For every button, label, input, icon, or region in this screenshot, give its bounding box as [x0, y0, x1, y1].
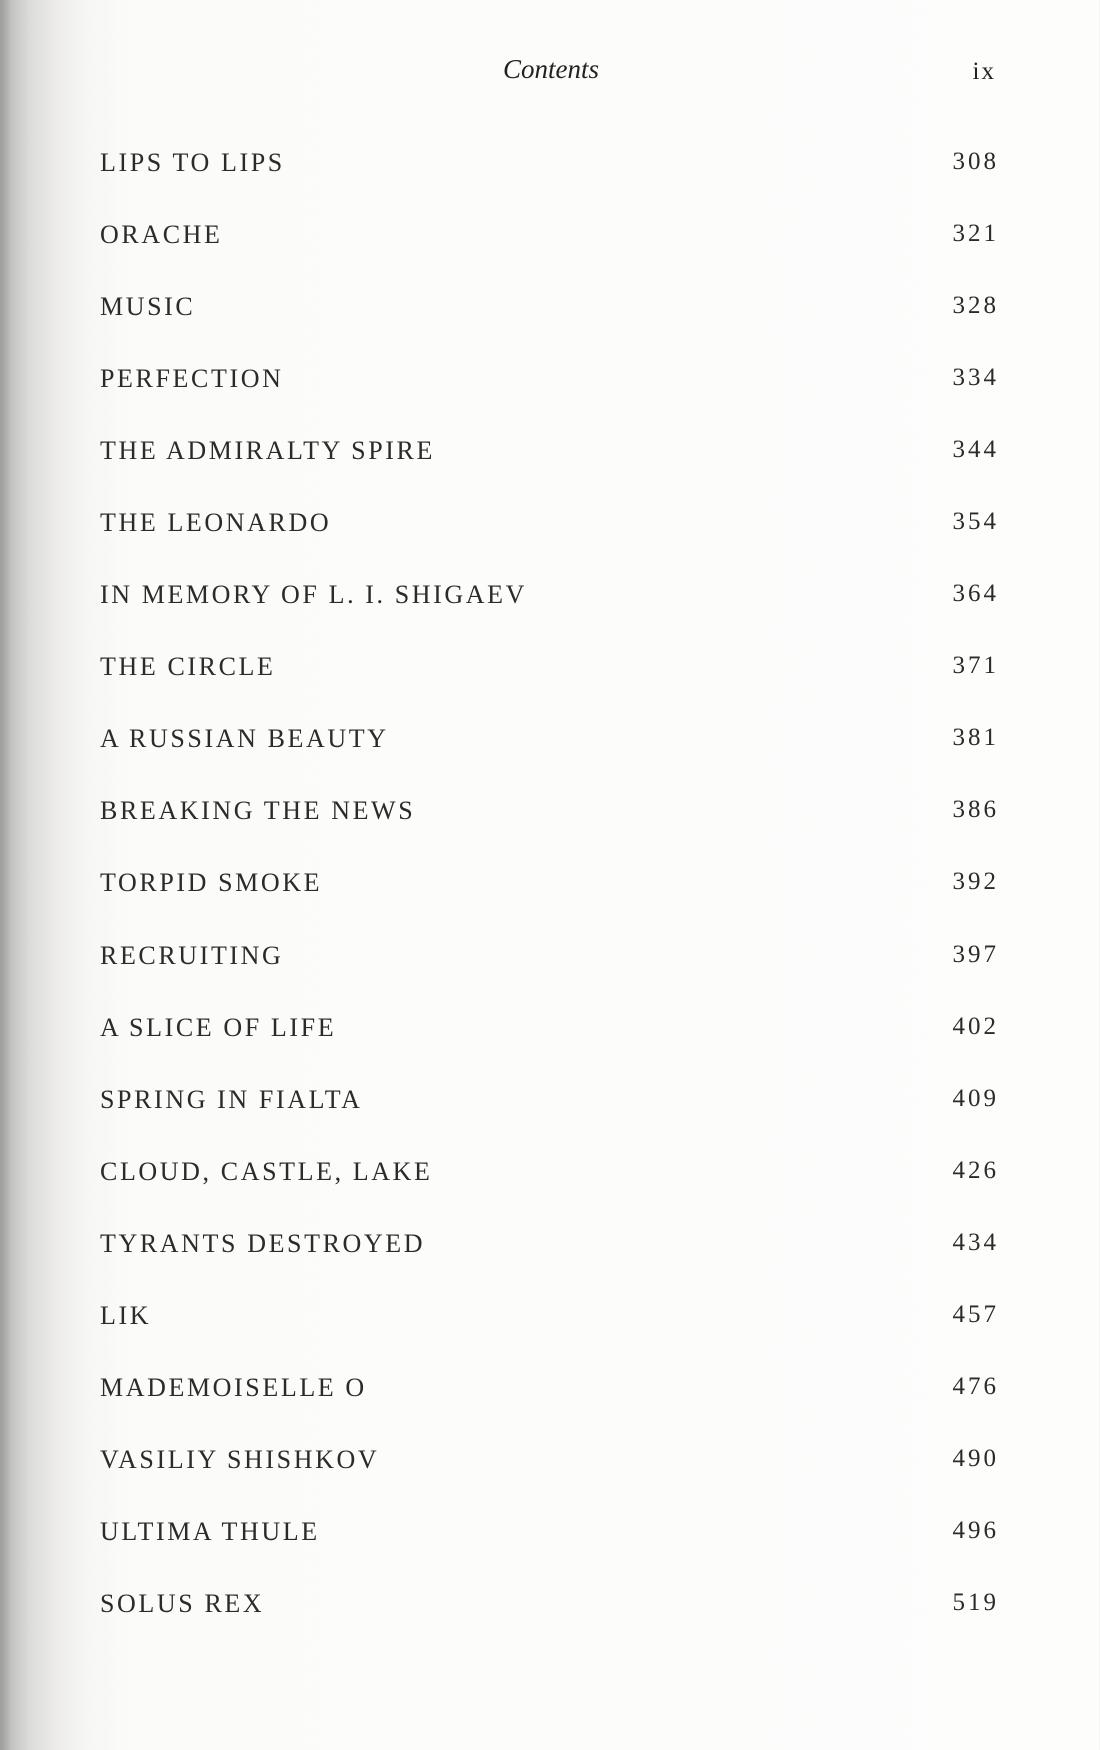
- toc-entry: [100, 148, 999, 220]
- toc-entry-page: 364: [952, 580, 999, 608]
- toc-entry-page: 354: [952, 508, 999, 536]
- toc-entry-page: 386: [952, 796, 999, 824]
- toc-entry: [100, 220, 999, 292]
- toc-entry-title: SOLUS REX: [100, 1588, 265, 1618]
- toc-entry-title: TORPID SMOKE: [100, 868, 323, 898]
- toc-entry-page: 321: [952, 220, 999, 248]
- toc-entry-page: 397: [952, 940, 999, 968]
- toc-entry-page: 308: [952, 148, 999, 175]
- toc-entry-page: 392: [952, 868, 999, 896]
- toc-entry-title: LIPS TO LIPS: [100, 148, 285, 177]
- toc-entry: [100, 1588, 999, 1661]
- toc-entry-page: 344: [952, 436, 999, 464]
- toc-entry-page: 490: [952, 1444, 999, 1472]
- toc-entry-title: THE LEONARDO: [100, 508, 332, 538]
- toc-entry: [100, 724, 999, 796]
- toc-entry-page: 371: [952, 652, 999, 680]
- toc-entry-page: 476: [952, 1372, 999, 1400]
- toc-entry-page: 457: [952, 1300, 999, 1328]
- toc-entry-page: 496: [952, 1516, 999, 1544]
- toc-entry: [100, 1012, 999, 1085]
- toc-entry-title: ORACHE: [100, 220, 223, 250]
- toc-entry: [100, 580, 999, 652]
- toc-entry-page: 402: [952, 1012, 999, 1040]
- toc-entry: [100, 652, 999, 724]
- toc-entry: [100, 1444, 999, 1517]
- toc-entry: [100, 508, 999, 580]
- toc-entry-title: MUSIC: [100, 292, 196, 322]
- page-number: ix: [972, 58, 996, 85]
- toc-entry-title: THE CIRCLE: [100, 652, 276, 682]
- toc-entry: [100, 796, 999, 868]
- toc-entry: [100, 364, 999, 436]
- toc-entry: [100, 292, 999, 364]
- toc-entry: [100, 436, 999, 508]
- toc-entry-page: 409: [952, 1084, 999, 1112]
- toc-entry: [100, 940, 999, 1013]
- toc-entry-title: VASILIY SHISHKOV: [100, 1444, 380, 1474]
- toc-entry-page: 381: [952, 724, 999, 752]
- toc-entry: [100, 1300, 999, 1373]
- toc-entry-page: 426: [952, 1156, 999, 1184]
- toc-entry-title: LIK: [100, 1300, 152, 1330]
- toc-entry-page: 334: [952, 364, 999, 392]
- table-of-contents: [100, 148, 999, 1661]
- toc-entry-title: PERFECTION: [100, 364, 284, 394]
- toc-entry-page: 519: [952, 1588, 999, 1616]
- toc-entry-title: RECRUITING: [100, 940, 284, 970]
- toc-entry-title: THE ADMIRALTY SPIRE: [100, 436, 435, 466]
- toc-entry: [100, 1228, 999, 1301]
- toc-entry: [100, 1516, 999, 1589]
- toc-entry-title: ULTIMA THULE: [100, 1516, 320, 1546]
- running-header-title: Contents: [502, 54, 599, 84]
- toc-entry-title: A SLICE OF LIFE: [100, 1012, 337, 1042]
- toc-entry-title: TYRANTS DESTROYED: [100, 1228, 426, 1258]
- toc-entry: [100, 1372, 999, 1445]
- toc-entry-title: MADEMOISELLE O: [100, 1372, 367, 1402]
- toc-entry-title: BREAKING THE NEWS: [100, 796, 416, 826]
- toc-entry-title: CLOUD, CASTLE, LAKE: [100, 1156, 433, 1186]
- toc-entry-title: A RUSSIAN BEAUTY: [100, 724, 389, 754]
- toc-entry-page: 434: [952, 1228, 999, 1256]
- toc-entry: [100, 1084, 999, 1157]
- toc-entry: [100, 1156, 999, 1229]
- toc-entry-title: SPRING IN FIALTA: [100, 1084, 363, 1114]
- toc-entry: [100, 868, 999, 940]
- toc-entry-page: 328: [952, 292, 999, 320]
- toc-entry-title: IN MEMORY OF L. I. SHIGAEV: [100, 580, 528, 610]
